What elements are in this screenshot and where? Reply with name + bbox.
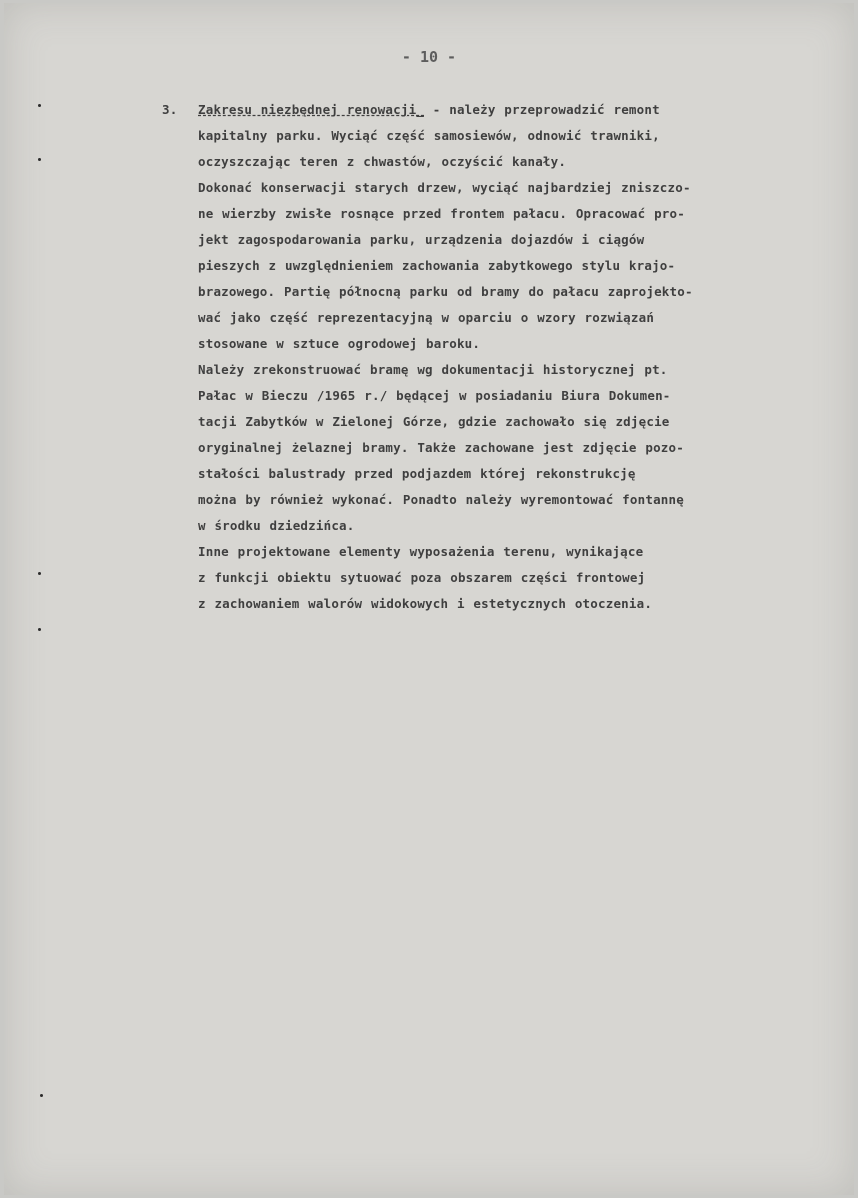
text-line: tacji Zabytków w Zielonej Górze, gdzie zachowało się zdjęcie [198, 414, 670, 429]
text-line: ne wierzby zwisłe rosnące przed frontem pałacu. Opracować pro- [198, 206, 685, 221]
text-line: stałości balustrady przed podjazdem której rekonstrukcję [198, 466, 636, 481]
section-first-line: - należy przeprowadzić remont [424, 102, 660, 117]
section-title: Zakresu niezbędnej renowacji_ [198, 102, 425, 117]
text-line: można by również wykonać. Ponadto należy wyremontować fontannę [198, 492, 684, 507]
margin-dot [38, 572, 41, 575]
margin-dot [40, 1094, 43, 1097]
text-line: Inne projektowane elementy wyposażenia terenu, wynikające [198, 544, 644, 559]
text-line: kapitalny parku. Wyciąć część samosiewów, odnowić trawniki, [198, 128, 660, 143]
text-line: oryginalnej żelaznej bramy. Także zachowane jest zdjęcie pozo- [198, 440, 684, 455]
margin-dot [38, 628, 41, 631]
margin-dot [38, 158, 41, 161]
text-line: pieszych z uwzględnieniem zachowania zabytkowego stylu krajo- [198, 258, 676, 273]
text-line: Należy zrekonstruować bramę wg dokumentacji historycznej pt. [198, 362, 668, 377]
text-line: stosowane w sztuce ogrodowej baroku. [198, 336, 481, 351]
text-line: w środku dziedzińca. [198, 518, 355, 533]
text-line: brazowego. Partię północną parku od bramy do pałacu zaprojekto- [198, 284, 693, 299]
section-text [162, 97, 842, 617]
text-line: z zachowaniem walorów widokowych i estetycznych otoczenia. [198, 596, 653, 611]
text-line: oczyszczając teren z chwastów, oczyścić kanały. [198, 154, 567, 169]
section-number: 3. [162, 102, 178, 117]
text-line: wać jako część reprezentacyjną w oparciu o wzory rozwiązań [198, 310, 655, 325]
text-line: Dokonać konserwacji starych drzew, wyciąć najbardziej zniszczo- [198, 180, 691, 195]
page-number: - 10 - [401, 48, 457, 66]
text-line: Pałac w Bieczu /1965 r./ będącej w posiadaniu Biura Dokumen- [198, 388, 671, 403]
section-heading-line [162, 97, 842, 123]
text-line: jekt zagospodarowania parku, urządzenia dojazdów i ciągów [198, 232, 645, 247]
text-line: z funkcji obiektu sytuować poza obszarem części frontowej [198, 570, 646, 585]
margin-dot [38, 104, 41, 107]
